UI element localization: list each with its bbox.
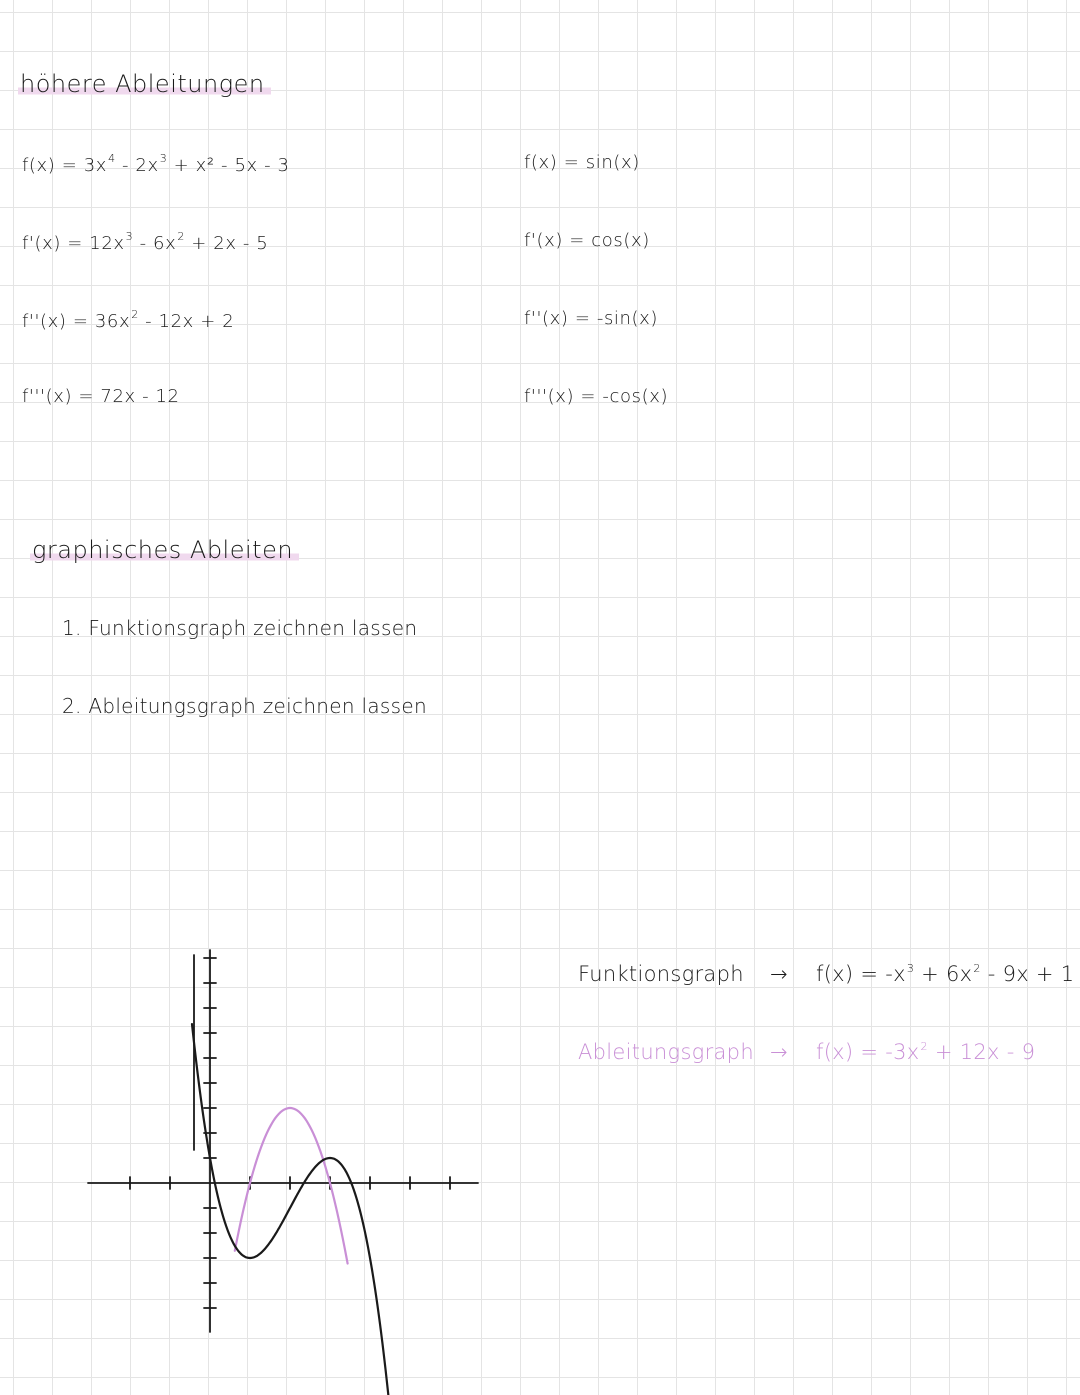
legend-derivative-arrow: → <box>770 1040 788 1064</box>
formula-f-exp2: 3 <box>159 152 168 165</box>
legend-function-exp2: 2 <box>973 962 981 975</box>
graph-axes <box>88 950 478 1332</box>
formula-f1-pre: f'(x) = 12x <box>22 233 125 254</box>
legend-function-post: - 9x + 1 <box>980 962 1075 986</box>
formula-f3: f'''(x) = 72x - 12 <box>22 386 180 407</box>
formula-f1-post: + 2x - 5 <box>184 233 269 254</box>
formula-f-exp1: 4 <box>108 152 116 165</box>
trig-f3: f'''(x) = -cos(x) <box>524 386 669 407</box>
heading-graphisches-ableiten: graphisches Ableiten <box>30 536 299 564</box>
function-curve <box>192 1024 392 1395</box>
legend-function-arrow: → <box>770 962 788 986</box>
trig-f1: f'(x) = cos(x) <box>524 230 650 251</box>
legend-derivative-label: Ableitungsgraph <box>578 1040 754 1064</box>
derivative-curve <box>235 1108 348 1264</box>
formula-f1-exp1: 3 <box>125 230 134 243</box>
formula-f2-pre: f''(x) = 36x <box>22 311 131 332</box>
formula-f-pre: f(x) = 3x <box>22 155 108 176</box>
legend-derivative-pre: f(x) = -3x <box>816 1040 920 1064</box>
formula-f1-mid: - 6x <box>133 233 177 254</box>
legend-function-pre: f(x) = -x <box>816 962 906 986</box>
formula-f1-exp2: 2 <box>177 230 185 243</box>
formula-f-mid: - 2x <box>115 155 159 176</box>
legend-function-label: Funktionsgraph <box>578 962 744 986</box>
heading-hoehere-ableitungen: höhere Ableitungen <box>18 70 271 98</box>
legend-derivative-post: + 12x - 9 <box>927 1040 1036 1064</box>
step-2: 2. Ableitungsgraph zeichnen lassen <box>62 694 427 718</box>
trig-f: f(x) = sin(x) <box>524 152 640 173</box>
formula-f2-post: - 12x + 2 <box>138 311 235 332</box>
legend-function-mid: + 6x <box>914 962 973 986</box>
trig-f2: f''(x) = -sin(x) <box>524 308 659 329</box>
step-1: 1. Funktionsgraph zeichnen lassen <box>62 616 418 640</box>
legend-function-exp1: 3 <box>906 962 915 975</box>
formula-f2-exp1: 2 <box>131 308 139 321</box>
legend-derivative-exp1: 2 <box>920 1040 928 1053</box>
formula-f-post: + x² - 5x - 3 <box>167 155 290 176</box>
